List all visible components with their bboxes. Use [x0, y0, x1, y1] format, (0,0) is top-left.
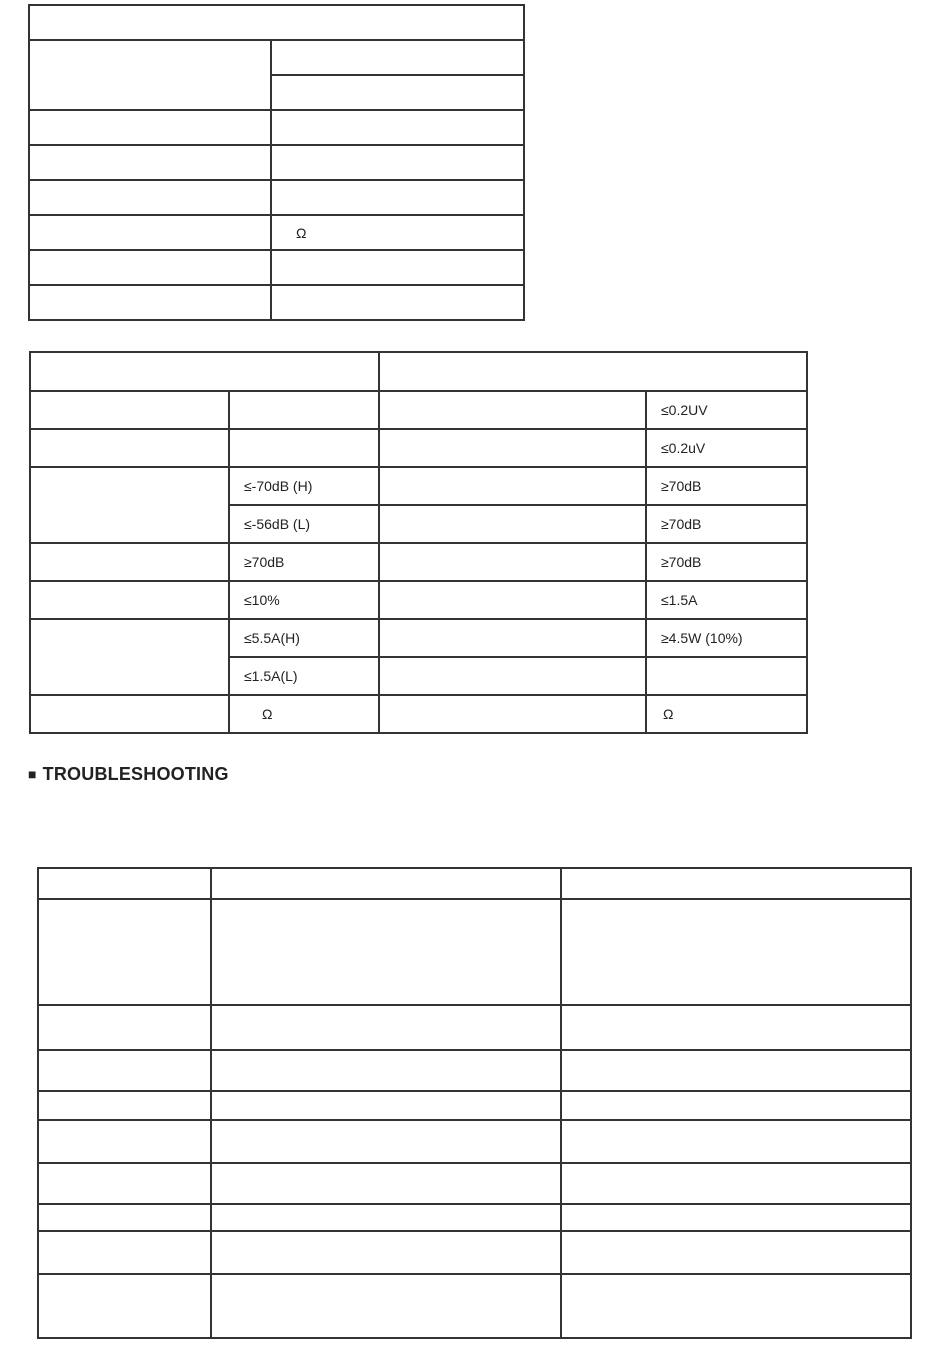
- perf-value-cell: [646, 657, 807, 695]
- perf-value-cell: ≤1.5A: [646, 581, 807, 619]
- table-row-cell: [211, 1204, 561, 1231]
- table-row-cell: [38, 1091, 211, 1120]
- perf-label-cell: [379, 695, 646, 733]
- table-row-cell: [211, 899, 561, 1005]
- table-row-cell: [561, 899, 911, 1005]
- table-row-cell: [561, 1005, 911, 1050]
- perf-label-cell: [379, 581, 646, 619]
- table-row-cell: [38, 1050, 211, 1091]
- perf-label-cell: [30, 467, 229, 543]
- specifications-table: [28, 4, 525, 321]
- spec-label-cell: [29, 40, 271, 110]
- perf-value-cell: [229, 391, 379, 429]
- spec-impedance-value: Ω: [271, 215, 524, 250]
- table-row-cell: [211, 1005, 561, 1050]
- spec-label-cell: [29, 180, 271, 215]
- spec-value-cell: [271, 250, 524, 285]
- perf-label-cell: [379, 429, 646, 467]
- perf-value-cell: ≤10%: [229, 581, 379, 619]
- table-row-cell: [38, 1005, 211, 1050]
- perf-value-cell: ≤0.2uV: [646, 429, 807, 467]
- spec-label-cell: [29, 145, 271, 180]
- spec-value-cell: [271, 40, 524, 75]
- solution-header: [561, 868, 911, 899]
- table-row-cell: [211, 1163, 561, 1204]
- spec-table-header: [29, 5, 524, 40]
- perf-label-cell: [379, 543, 646, 581]
- perf-label-cell: [30, 391, 229, 429]
- spec-value-cell: [271, 110, 524, 145]
- table-row-cell: [561, 1091, 911, 1120]
- perf-value-cell: ≥70dB: [229, 543, 379, 581]
- perf-value-cell: ≤1.5A(L): [229, 657, 379, 695]
- perf-label-cell: [30, 429, 229, 467]
- perf-impedance-value: Ω: [646, 695, 807, 733]
- table-row-cell: [211, 1120, 561, 1163]
- spec-label-cell: [29, 250, 271, 285]
- table-row-cell: [38, 1231, 211, 1274]
- square-bullet-icon: ■: [28, 766, 37, 782]
- table-row-cell: [561, 1204, 911, 1231]
- perf-value-cell: ≥4.5W (10%): [646, 619, 807, 657]
- perf-value-cell: ≤5.5A(H): [229, 619, 379, 657]
- perf-value-cell: ≤-70dB (H): [229, 467, 379, 505]
- perf-value-cell: ≥70dB: [646, 543, 807, 581]
- perf-value-cell: ≥70dB: [646, 505, 807, 543]
- performance-header-right: [379, 352, 807, 391]
- table-row-cell: [561, 1231, 911, 1274]
- table-row-cell: [38, 1204, 211, 1231]
- perf-label-cell: [30, 543, 229, 581]
- table-row-cell: [211, 1050, 561, 1091]
- table-row-cell: [211, 1231, 561, 1274]
- perf-value-cell: ≤-56dB (L): [229, 505, 379, 543]
- table-row-cell: [561, 1050, 911, 1091]
- table-row-cell: [561, 1163, 911, 1204]
- performance-table: [29, 351, 808, 734]
- performance-header-left: [30, 352, 379, 391]
- table-row-cell: [38, 1274, 211, 1338]
- troubleshooting-heading: [28, 764, 229, 785]
- table-row-cell: [211, 1274, 561, 1338]
- spec-value-cell: [271, 180, 524, 215]
- perf-label-cell: [379, 619, 646, 657]
- perf-label-cell: [379, 657, 646, 695]
- table-row-cell: [38, 1120, 211, 1163]
- perf-value-cell: [229, 429, 379, 467]
- problem-header: [38, 868, 211, 899]
- perf-value-cell: ≤0.2UV: [646, 391, 807, 429]
- perf-label-cell: [30, 581, 229, 619]
- perf-value-cell: ≥70dB: [646, 467, 807, 505]
- spec-label-cell: [29, 110, 271, 145]
- troubleshooting-table: [37, 867, 912, 1339]
- spec-label-cell: [29, 285, 271, 320]
- spec-label-cell: [29, 215, 271, 250]
- spec-value-cell: [271, 75, 524, 110]
- perf-label-cell: [30, 619, 229, 695]
- table-row-cell: [561, 1120, 911, 1163]
- spec-value-cell: [271, 145, 524, 180]
- perf-label-cell: [379, 391, 646, 429]
- table-row-cell: [561, 1274, 911, 1338]
- table-row-cell: [38, 899, 211, 1005]
- cause-header: [211, 868, 561, 899]
- perf-impedance-value: Ω: [229, 695, 379, 733]
- perf-label-cell: [379, 505, 646, 543]
- perf-label-cell: [379, 467, 646, 505]
- spec-value-cell: [271, 285, 524, 320]
- table-row-cell: [38, 1163, 211, 1204]
- perf-label-cell: [30, 695, 229, 733]
- section-title: TROUBLESHOOTING: [42, 764, 229, 784]
- table-row-cell: [211, 1091, 561, 1120]
